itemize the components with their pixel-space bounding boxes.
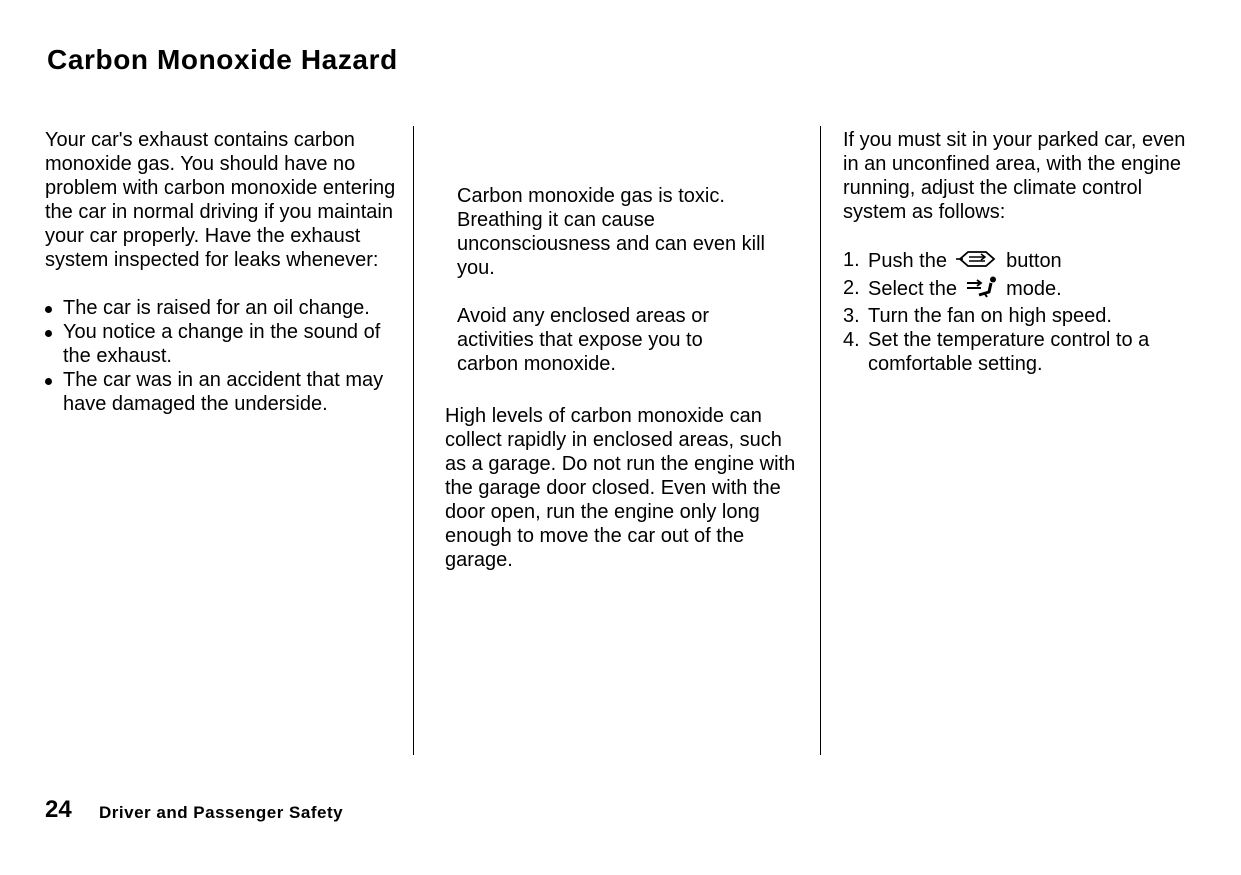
step-item: 1. Push the button: [843, 248, 1203, 276]
page-title: Carbon Monoxide Hazard: [47, 44, 398, 75]
bullet-icon: [45, 378, 52, 385]
list-item: The car was in an accident that may have damaged the underside.: [45, 368, 397, 416]
list-item: The car is raised for an oil change.: [45, 296, 397, 320]
garage-paragraph: High levels of carbon monoxide can collect rapidly in enclosed areas, such as a garage. Do not run the engine with the garage door closed. Even with the door open, run the engine only long enough to move the car out of the garage.: [445, 405, 796, 571]
step-item: 4. Set the temperature control to a comfortable setting.: [843, 329, 1150, 375]
right-column: [843, 128, 1203, 376]
exhaust-intro-paragraph: Your car's exhaust contains carbon monoxide gas. You should have no problem with carbon monoxide entering the car in normal driving if you maintain your car properly. Have the exhaust system inspected for leaks whenever:: [45, 129, 396, 271]
left-column: [45, 128, 397, 416]
list-item: You notice a change in the sound of the exhaust.: [45, 320, 397, 368]
climate-steps-list: [843, 248, 1203, 376]
inspection-conditions-list: [45, 296, 397, 416]
column-divider-right: [820, 126, 821, 755]
column-divider-left: [413, 126, 414, 755]
bullet-icon: [45, 306, 52, 313]
bullet-icon: [45, 330, 52, 337]
toxic-gas-warning: Carbon monoxide gas is toxic. Breathing it can cause unconsciousness and can even kill you.: [457, 185, 765, 279]
fresh-air-icon: [955, 248, 999, 276]
step-item: 3. Turn the fan on high speed.: [843, 305, 1112, 327]
vent-mode-icon: [965, 276, 999, 304]
section-title: Driver and Passenger Safety: [99, 803, 344, 822]
page-number: 24: [45, 796, 72, 823]
step-item: 2. Select the mode.: [843, 276, 1203, 304]
avoid-enclosed-areas-warning: Avoid any enclosed areas or activities that expose you to carbon monoxide.: [457, 305, 710, 375]
parked-car-intro: If you must sit in your parked car, even in an unconfined area, with the engine running, adjust the climate control system as follows:: [843, 129, 1186, 223]
